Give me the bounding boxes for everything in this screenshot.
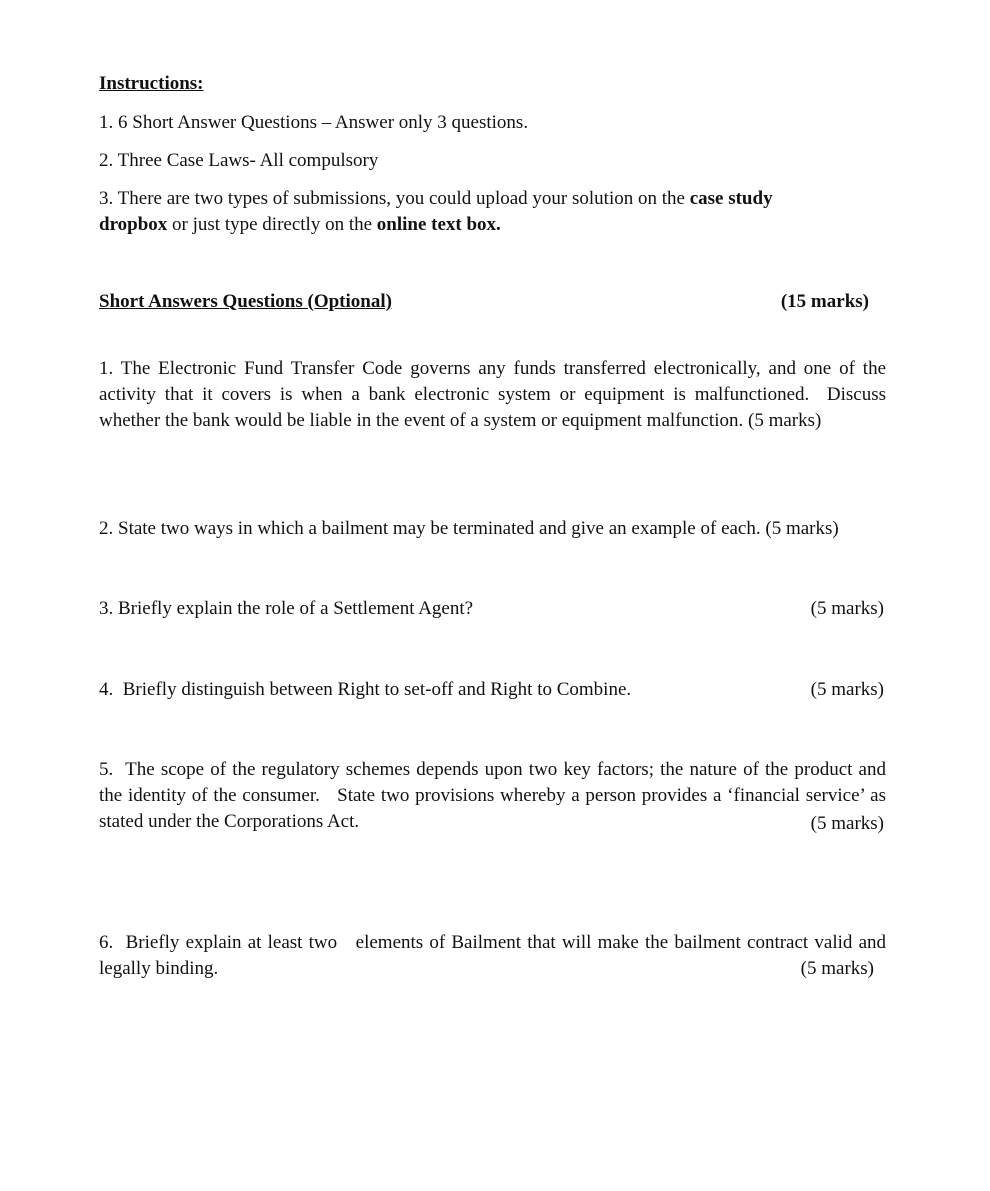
instruction-item-3-text-a: 3. There are two types of submissions, you could upload your solution on the <box>99 188 690 209</box>
instructions-heading: Instructions: <box>99 73 204 94</box>
question-6-marks: (5 marks) <box>800 958 874 979</box>
question-3-marks: (5 marks) <box>810 598 884 619</box>
instruction-item-3-bold-a: case study dropbox <box>99 188 773 235</box>
question-6: 6. Briefly explain at least two elements of Bailment that will make the bailment contract valid and legally binding. <box>99 932 886 979</box>
section-marks: (15 marks) <box>780 291 869 312</box>
question-4: 4. Briefly distinguish between Right to set-off and Right to Combine. <box>99 679 632 700</box>
question-3: 3. Briefly explain the role of a Settlement Agent? <box>99 598 474 619</box>
instruction-item-2: 2. Three Case Laws- All compulsory <box>99 150 379 171</box>
section-heading: Short Answers Questions (Optional) <box>99 291 392 312</box>
question-2: 2. State two ways in which a bailment may be terminated and give an example of each. (5 marks) <box>99 518 839 539</box>
question-4-marks: (5 marks) <box>810 679 884 700</box>
instruction-item-3-bold-b: online text box. <box>376 214 501 235</box>
instruction-item-3-text-b: or just type directly on the <box>167 214 377 235</box>
document-page <box>99 0 886 1191</box>
question-5: 5. The scope of the regulatory schemes depends upon two key factors; the nature of the product and the identity of the consumer. State two provisions whereby a person provides a ‘financial service’ as stated under the Corporations Act. <box>99 759 886 832</box>
instruction-item-1: 1. 6 Short Answer Questions – Answer only 3 questions. <box>99 112 529 133</box>
instruction-item-3 <box>99 186 839 238</box>
question-5-marks: (5 marks) <box>810 813 884 834</box>
question-1: 1. The Electronic Fund Transfer Code governs any funds transferred electronically, and one of the activity that it covers is when a bank electronic system or equipment is malfunctioned. Discuss whether the bank would be liable in the event of a system or equipment malfunction. (5 marks) <box>99 358 886 431</box>
